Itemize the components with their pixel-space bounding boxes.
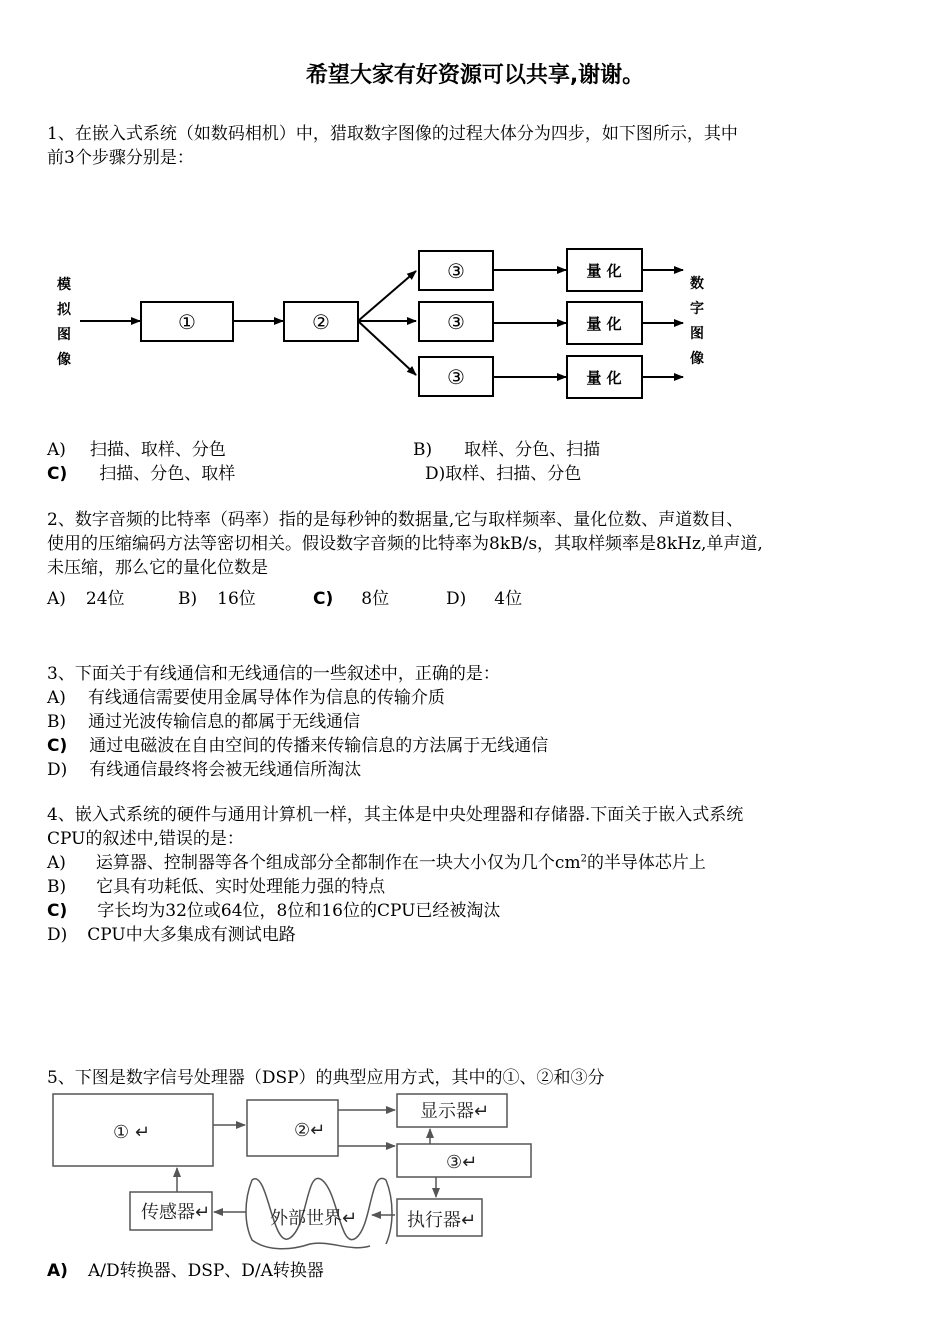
q1-option-d [425,462,581,486]
q1-output-char-1: 字 [690,301,704,317]
q3-option-a [47,686,445,710]
q1-stem-line2: 前3个步骤分别是： [47,148,194,168]
q3-option-b-label: B) [47,712,67,732]
q1-step1-label: ① [178,310,196,334]
q2-option-d-label: D) [446,589,467,609]
q4-stem-line2: CPU的叙述中,错误的是： [47,829,244,849]
q5-option-a-label: A) [47,1261,68,1281]
q4-option-a-text: 运算器、控制器等各个组成部分全都制作在一块大小仅为几个cm [95,853,581,873]
q3-option-b [47,710,360,734]
q1-option-a-text: 扫描、取样、分色 [89,440,226,460]
q4-option-c-label: C) [47,901,68,921]
q1-option-d-label: D) [425,464,446,484]
q4-option-c [47,899,500,923]
q1-input-char-1: 拟 [57,302,71,318]
q1-quant-mid-label: 量 化 [586,315,622,333]
q1-option-c-text: 扫描、分色、取样 [99,464,236,484]
q4-option-d-label: D) [47,925,68,945]
q3-option-b-text: 通过光波传输信息的都属于无线通信 [88,712,361,732]
q3-option-c-text: 通过电磁波在自由空间的传播来传输信息的方法属于无线通信 [89,736,549,756]
q1-step2-label: ② [312,310,330,334]
q1-option-b [413,438,600,462]
q1-option-b-label: B) [413,440,433,460]
q5-box-1-label: ① ↵ [113,1122,150,1143]
q1-quant-top-label: 量 化 [586,262,622,280]
q2-option-b-text: 16位 [217,589,256,609]
q1-step3-bottom-label: ③ [447,365,465,389]
q5-box-2-label: ②↵ [294,1120,326,1141]
q3-option-c [47,734,548,758]
q2-option-c-text: 8位 [361,589,390,609]
q4-option-b [47,875,385,899]
q4-stem-line1: 4、嵌入式系统的硬件与通用计算机一样，其主体是中央处理器和存储器.下面关于嵌入式系统 [47,805,744,825]
q1-input-char-3: 像 [57,352,71,368]
q4-option-d [47,923,296,947]
q4-option-b-text: 它具有功耗低、实时处理能力强的特点 [96,877,386,897]
page-title: 希望大家有好资源可以共享,谢谢。 [305,63,645,88]
q3-option-a-text: 有线通信需要使用金属导体作为信息的传输介质 [87,688,445,708]
q1-option-d-text: 取样、扫描、分色 [445,464,582,484]
q1-stem-line1: 1、在嵌入式系统（如数码相机）中，猎取数字图像的过程大体分为四步，如下图所示，其中 [47,124,738,144]
q1-output-char-2: 图 [690,326,704,342]
q2-option-c [313,587,389,611]
q1-step3-top-label: ③ [447,259,465,283]
q5-option-a-text: A/D转换器、DSP、D/A转换器 [87,1261,324,1281]
q1-output-char-0: 数 [690,276,704,292]
q4-option-a-tail: 的半导体芯片上 [586,853,706,873]
q2-option-a-label: A) [47,589,66,609]
q5-actuator-label: 执行器↵ [407,1210,477,1231]
q2-option-d-text: 4位 [494,589,523,609]
q4-option-a-label: A) [47,853,66,873]
q1-option-a [47,438,226,462]
q4-option-b-label: B) [47,877,67,897]
q1-step3-mid-label: ③ [447,310,465,334]
q5-sensor-label: 传感器↵ [141,1202,211,1223]
q2-option-a [47,587,125,611]
q5-display-label: 显示器↵ [420,1101,490,1122]
q2-option-b-label: B) [178,589,198,609]
q1-option-b-text: 取样、分色、扫描 [464,440,601,460]
q3-stem: 3、下面关于有线通信和无线通信的一些叙述中，正确的是： [47,664,500,684]
q1-input-char-2: 图 [57,327,71,343]
q1-option-c-label: C) [47,464,68,484]
q4-option-c-text: 字长均为32位或64位，8位和16位的CPU已经被淘汰 [97,901,501,921]
q2-option-c-label: C) [313,589,334,609]
q1-quant-bottom-label: 量 化 [586,369,622,387]
q3-option-d-label: D) [47,760,68,780]
q4-option-a [47,851,706,875]
q2-stem-line3: 未压缩，那么它的量化位数是 [47,558,268,578]
q5-stem: 5、下图是数字信号处理器（DSP）的典型应用方式，其中的①、②和③分 [47,1068,605,1088]
q4-option-a-superscript: 2 [580,853,587,865]
q1-option-a-label: A) [47,440,66,460]
q1-option-c [47,462,235,486]
q2-stem-line2: 使用的压缩编码方法等密切相关。假设数字音频的比特率为8kB/s，其取样频率是8kHz,单声道, [47,534,763,554]
q2-stem-line1: 2、数字音频的比特率（码率）指的是每秒钟的数据量,它与取样频率、量化位数、声道数目、 [47,510,744,530]
q3-option-d-text: 有线通信最终将会被无线通信所淘汰 [89,760,362,780]
q2-option-d [446,587,522,611]
q5-world-label: 外部世界↵ [270,1208,358,1229]
q3-option-d [47,758,361,782]
q1-output-char-3: 像 [690,351,704,367]
q3-option-c-label: C) [47,736,68,756]
q4-option-d-text: CPU中大多集成有测试电路 [87,925,296,945]
q2-option-b [178,587,256,611]
q5-option-a [47,1259,324,1283]
q1-input-char-0: 模 [57,277,71,293]
q3-option-a-label: A) [47,688,66,708]
q2-option-a-text: 24位 [85,589,125,609]
q5-box-3-label: ③↵ [446,1152,478,1173]
